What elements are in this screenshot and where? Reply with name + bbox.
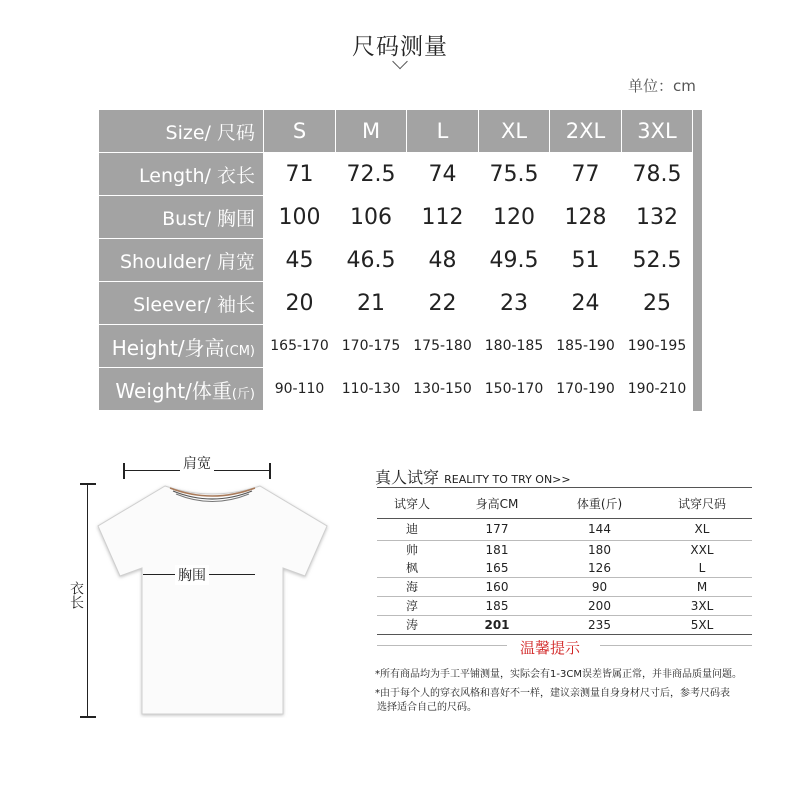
size-col-header: 3XL xyxy=(622,110,693,153)
column-header: 体重(斤) xyxy=(547,488,652,519)
length-row xyxy=(99,153,702,196)
size-col-header: XL xyxy=(479,110,550,153)
row-label: Bust/ 胸围 xyxy=(99,196,264,239)
page-title: 尺码测量 xyxy=(352,34,448,60)
row-label: Weight/体重(斤) xyxy=(99,368,264,411)
table-cell: 165-170 xyxy=(264,325,336,368)
table-row: 淳 185 200 3XL xyxy=(377,597,752,616)
table-cell: 180-185 xyxy=(479,325,550,368)
table-cell: 106 xyxy=(336,196,407,239)
table-cell: 78.5 xyxy=(622,153,693,196)
table-cell: 190-210 xyxy=(622,368,693,411)
table-cell: 23 xyxy=(479,282,550,325)
table-row: 迪 177 144 XL xyxy=(377,519,752,541)
table-cell: 74 xyxy=(407,153,479,196)
column-header: 身高CM xyxy=(447,488,547,519)
table-cell: 100 xyxy=(264,196,336,239)
row-label: Shoulder/ 肩宽 xyxy=(99,239,264,282)
table-cell: 170-190 xyxy=(550,368,622,411)
row-label: Height/身高(CM) xyxy=(99,325,264,368)
table-cell: 175-180 xyxy=(407,325,479,368)
table-cell: 45 xyxy=(264,239,336,282)
note-text: *由于每个人的穿衣风格和喜好不一样，建议亲测量自身身材尺寸后，参考尺码表 选择适合自己的尺码。 xyxy=(375,688,730,713)
table-cell: 128 xyxy=(550,196,622,239)
try-on-table xyxy=(377,487,752,635)
table-cell: 77 xyxy=(550,153,622,196)
table-cell: 46.5 xyxy=(336,239,407,282)
divider xyxy=(600,645,752,646)
try-on-title: 真人试穿 REALITY TO TRY ON>> xyxy=(375,468,571,487)
size-chart-table xyxy=(98,109,702,411)
table-cell: 52.5 xyxy=(622,239,693,282)
table-cell: 170-175 xyxy=(336,325,407,368)
size-col-header: 2XL xyxy=(550,110,622,153)
note-text: *所有商品均为手工平铺测量，实际会有1-3CM误差皆属正常，并非商品质量问题。 xyxy=(375,669,742,680)
table-cell: 150-170 xyxy=(479,368,550,411)
size-col-header: S xyxy=(264,110,336,153)
table-cell: 48 xyxy=(407,239,479,282)
table-cell: 185-190 xyxy=(550,325,622,368)
table-cell: 22 xyxy=(407,282,479,325)
size-header-row xyxy=(99,110,702,153)
table-cell: 72.5 xyxy=(336,153,407,196)
divider xyxy=(377,645,507,646)
table-cell: 132 xyxy=(622,196,693,239)
table-row: 枫 165 126 L xyxy=(377,559,752,578)
table-cell: 90-110 xyxy=(264,368,336,411)
size-col-header: M xyxy=(336,110,407,153)
column-header: 试穿尺码 xyxy=(652,488,752,519)
table-cell: 21 xyxy=(336,282,407,325)
height-row xyxy=(99,325,702,368)
tshirt-icon xyxy=(95,478,330,718)
table-cell: 49.5 xyxy=(479,239,550,282)
table-cell: 130-150 xyxy=(407,368,479,411)
chest-label: 胸围 xyxy=(175,565,209,585)
column-header: 试穿人 xyxy=(377,488,447,519)
table-cell: 24 xyxy=(550,282,622,325)
size-header-label: Size/ 尺码 xyxy=(99,110,264,153)
bust-row xyxy=(99,196,702,239)
shoulder-label: 肩宽 xyxy=(180,453,214,473)
table-cell: 110-130 xyxy=(336,368,407,411)
table-cell: 75.5 xyxy=(479,153,550,196)
sleeve-row xyxy=(99,282,702,325)
table-cell: 120 xyxy=(479,196,550,239)
table-cell: 51 xyxy=(550,239,622,282)
table-cell: 20 xyxy=(264,282,336,325)
size-col-header: L xyxy=(407,110,479,153)
table-cell: 25 xyxy=(622,282,693,325)
length-label: 衣长 xyxy=(70,578,84,612)
unit-label: 单位：cm xyxy=(628,77,696,95)
table-cell: 71 xyxy=(264,153,336,196)
row-label: Length/ 衣长 xyxy=(99,153,264,196)
shoulder-row xyxy=(99,239,702,282)
table-row: 帅 181 180 XXL xyxy=(405,542,714,557)
try-on-header-row xyxy=(377,488,752,519)
weight-row xyxy=(99,368,702,411)
table-row: 涛 201 235 5XL xyxy=(377,616,752,635)
table-cell: 190-195 xyxy=(622,325,693,368)
tips-title: 温馨提示 xyxy=(520,639,581,657)
table-row: 海 160 90 M xyxy=(377,578,752,597)
row-label: Sleever/ 袖长 xyxy=(99,282,264,325)
table-cell: 112 xyxy=(407,196,479,239)
